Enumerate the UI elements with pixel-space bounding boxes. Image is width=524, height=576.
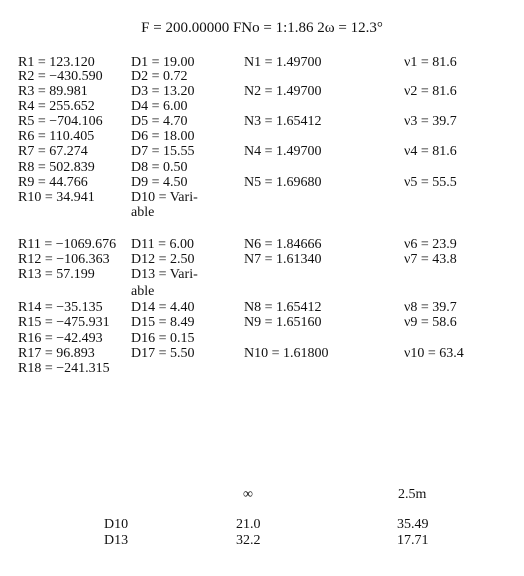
- distance-entry: D17 = 5.50: [131, 346, 195, 361]
- abbe-number-entry: ν1 = 81.6: [404, 55, 457, 70]
- distance-entry: D1 = 19.00: [131, 55, 195, 70]
- distance-entry: D15 = 8.49: [131, 315, 195, 330]
- refractive-index-entry: N1 = 1.49700: [244, 55, 322, 70]
- radius-entry: R10 = 34.941: [18, 190, 95, 205]
- radius-entry: R7 = 67.274: [18, 144, 88, 159]
- refractive-index-entry: N6 = 1.84666: [244, 237, 322, 252]
- refractive-index-entry: N7 = 1.61340: [244, 252, 322, 267]
- radius-entry: R14 = −35.135: [18, 300, 103, 315]
- lens-spec-header: F = 200.00000 FNo = 1:1.86 2ω = 12.3°: [141, 20, 383, 36]
- distance-entry: D13 = Vari-: [131, 267, 198, 282]
- variable-row-label: D13: [104, 533, 129, 548]
- abbe-number-entry: ν3 = 39.7: [404, 114, 457, 129]
- radius-entry: R6 = 110.405: [18, 129, 95, 144]
- distance-entry: D3 = 13.20: [131, 84, 195, 99]
- radius-entry: R12 = −106.363: [18, 252, 110, 267]
- variable-row-value: 17.71: [397, 533, 429, 548]
- refractive-index-entry: N4 = 1.49700: [244, 144, 322, 159]
- abbe-number-entry: ν8 = 39.7: [404, 300, 457, 315]
- abbe-number-entry: ν2 = 81.6: [404, 84, 457, 99]
- abbe-number-entry: ν9 = 58.6: [404, 315, 457, 330]
- abbe-number-entry: ν6 = 23.9: [404, 237, 457, 252]
- distance-entry: able: [131, 205, 155, 220]
- variable-row-value: 32.2: [236, 533, 261, 548]
- distance-entry: D8 = 0.50: [131, 160, 188, 175]
- distance-entry: D7 = 15.55: [131, 144, 195, 159]
- refractive-index-entry: N5 = 1.69680: [244, 175, 322, 190]
- radius-entry: R2 = −430.590: [18, 69, 103, 84]
- distance-entry: D9 = 4.50: [131, 175, 188, 190]
- infinity-column-header: ∞: [243, 487, 253, 502]
- radius-entry: R11 = −1069.676: [18, 237, 117, 252]
- distance-entry: D4 = 6.00: [131, 99, 188, 114]
- distance-entry: D16 = 0.15: [131, 331, 195, 346]
- abbe-number-entry: ν7 = 43.8: [404, 252, 457, 267]
- radius-entry: R17 = 96.893: [18, 346, 95, 361]
- refractive-index-entry: N8 = 1.65412: [244, 300, 322, 315]
- refractive-index-entry: N10 = 1.61800: [244, 346, 329, 361]
- abbe-number-entry: ν4 = 81.6: [404, 144, 457, 159]
- variable-row-value: 21.0: [236, 517, 261, 532]
- distance-entry: D11 = 6.00: [131, 237, 194, 252]
- variable-row-value: 35.49: [397, 517, 429, 532]
- radius-entry: R8 = 502.839: [18, 160, 95, 175]
- distance-entry: D14 = 4.40: [131, 300, 195, 315]
- radius-entry: R13 = 57.199: [18, 267, 95, 282]
- refractive-index-entry: N2 = 1.49700: [244, 84, 322, 99]
- radius-entry: R9 = 44.766: [18, 175, 88, 190]
- distance-entry: D2 = 0.72: [131, 69, 188, 84]
- variable-row-label: D10: [104, 517, 129, 532]
- distance-entry: able: [131, 284, 155, 299]
- radius-entry: R15 = −475.931: [18, 315, 110, 330]
- abbe-number-entry: ν10 = 63.4: [404, 346, 464, 361]
- radius-entry: R16 = −42.493: [18, 331, 103, 346]
- refractive-index-entry: N3 = 1.65412: [244, 114, 322, 129]
- distance-entry: D6 = 18.00: [131, 129, 195, 144]
- radius-entry: R5 = −704.106: [18, 114, 103, 129]
- radius-entry: R3 = 89.981: [18, 84, 88, 99]
- radius-entry: R1 = 123.120: [18, 55, 95, 70]
- distance-entry: D5 = 4.70: [131, 114, 188, 129]
- refractive-index-entry: N9 = 1.65160: [244, 315, 322, 330]
- radius-entry: R18 = −241.315: [18, 361, 110, 376]
- radius-entry: R4 = 255.652: [18, 99, 95, 114]
- abbe-number-entry: ν5 = 55.5: [404, 175, 457, 190]
- distance-entry: D10 = Vari-: [131, 190, 198, 205]
- distance-column-header: 2.5m: [398, 487, 427, 502]
- distance-entry: D12 = 2.50: [131, 252, 195, 267]
